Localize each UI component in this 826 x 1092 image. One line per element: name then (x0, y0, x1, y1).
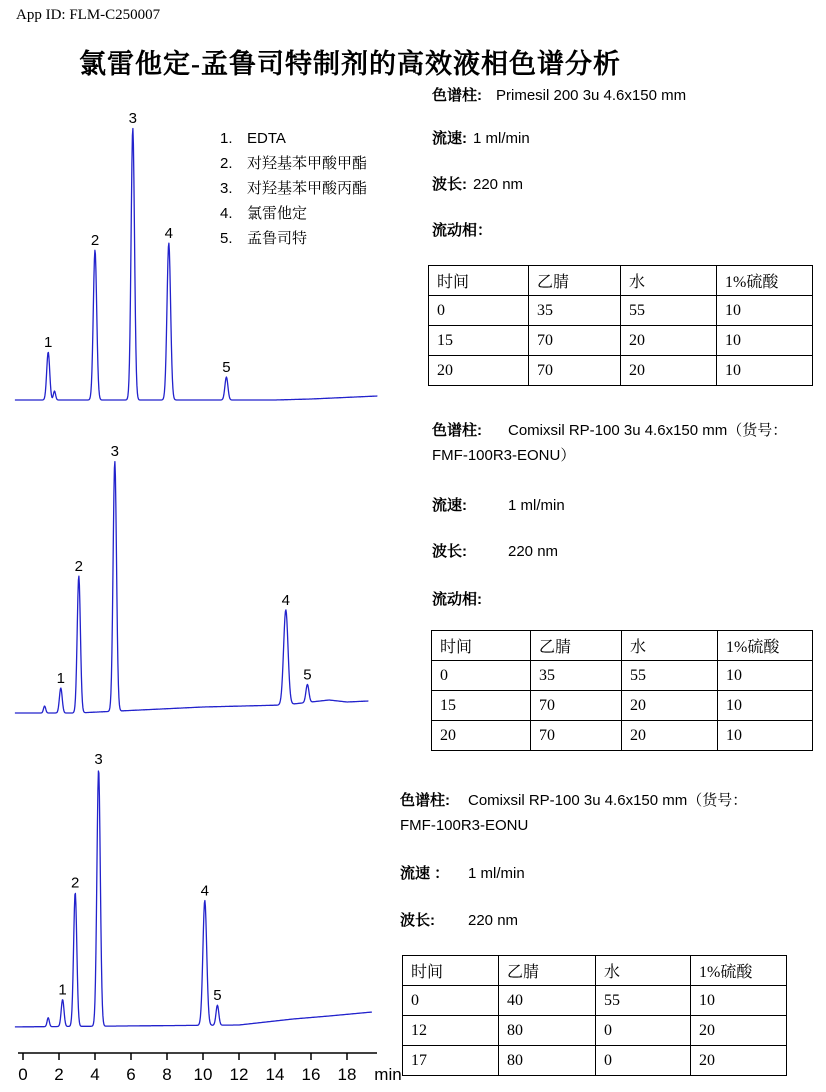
column-spec-line (400, 791, 748, 810)
table-cell: 80 (499, 1016, 596, 1046)
wavelength-value: 220 nm (468, 912, 519, 929)
wavelength-line (400, 911, 519, 930)
peak-label: 3 (110, 443, 119, 461)
wavelength-value: 220 nm (473, 176, 524, 193)
column-value: Primesil 200 3u 4.6x150 mm (496, 87, 687, 104)
table-header-cell: 乙腈 (499, 956, 596, 986)
table-cell: 20 (432, 721, 531, 751)
column-value-2: FMF-100R3-EONU） (432, 447, 576, 464)
table-cell: 10 (717, 326, 813, 356)
gradient-table-2 (431, 630, 813, 751)
table-cell: 10 (718, 691, 813, 721)
table-header-cell: 水 (596, 956, 691, 986)
table-header-row (429, 266, 813, 296)
table-cell: 0 (596, 1016, 691, 1046)
wavelength-line (432, 175, 523, 194)
table-cell: 80 (499, 1046, 596, 1076)
table-cell: 55 (622, 661, 718, 691)
peak-label: 4 (164, 225, 173, 242)
peak-label: 1 (58, 981, 67, 999)
table-header-cell: 乙腈 (529, 266, 621, 296)
table-row (432, 691, 813, 721)
legend-number: 5. (220, 230, 233, 247)
peak-label: 2 (71, 874, 80, 892)
table-row (403, 986, 787, 1016)
column-value-2: FMF-100R3-EONU (400, 817, 529, 834)
table-cell: 17 (403, 1046, 499, 1076)
table-header-cell: 乙腈 (531, 631, 622, 661)
flow-rate-line (400, 864, 525, 883)
wavelength-label: 波长: (432, 543, 467, 560)
table-header-cell: 水 (622, 631, 718, 661)
page-title: 氯雷他定-孟鲁司特制剂的高效液相色谱分析 (79, 49, 621, 79)
chromatogram-1 (0, 95, 400, 407)
axis-tick-label: 8 (162, 1065, 172, 1084)
axis-tick-label: 2 (54, 1065, 64, 1084)
table-row (403, 1046, 787, 1076)
peak-label: 4 (281, 591, 290, 609)
legend-label: 对羟基苯甲酸丙酯 (247, 180, 368, 197)
table-cell: 55 (621, 296, 717, 326)
axis-tick-label: 12 (229, 1065, 249, 1084)
column-value: Comixsil RP-100 3u 4.6x150 mm（货号： (508, 422, 788, 439)
chromatogram-2 (0, 430, 400, 720)
table-header-row (432, 631, 813, 661)
peak-label: 4 (200, 882, 209, 900)
legend-number: 3. (220, 180, 233, 197)
table-cell: 20 (621, 326, 717, 356)
legend-label: 孟鲁司特 (247, 230, 308, 247)
table-header-cell: 时间 (403, 956, 499, 986)
legend-label: EDTA (247, 130, 286, 147)
peak-label: 2 (74, 557, 83, 575)
table-cell: 20 (622, 691, 718, 721)
wavelength-label: 波长: (400, 912, 435, 929)
peak-label: 5 (303, 666, 312, 684)
axis-tick-label: 4 (90, 1065, 100, 1084)
axis-tick-label: 10 (193, 1065, 213, 1084)
table-cell: 55 (596, 986, 691, 1016)
axis-tick-label: 18 (337, 1065, 357, 1084)
column-spec-line2 (432, 446, 575, 465)
chromatogram-trace (15, 129, 378, 401)
app-id: App ID: FLM-C250007 (16, 7, 161, 23)
axis-tick-label: 16 (301, 1065, 321, 1084)
table-cell: 0 (429, 296, 529, 326)
table-header-cell: 时间 (432, 631, 531, 661)
table-header-cell: 时间 (429, 266, 529, 296)
table-row (429, 356, 813, 386)
table-cell: 20 (621, 356, 717, 386)
axis-tick-label: 6 (126, 1065, 136, 1084)
column-label: 色谱柱: (432, 422, 482, 439)
table-cell: 70 (529, 356, 621, 386)
legend-number: 4. (220, 205, 233, 222)
flow-label: 流速: (432, 130, 467, 147)
table-cell: 10 (717, 356, 813, 386)
peak-label: 3 (94, 751, 103, 769)
table-header-cell: 1%硫酸 (718, 631, 813, 661)
chromatogram-3 (0, 745, 400, 1035)
table-header-cell: 1%硫酸 (691, 956, 787, 986)
table-row (432, 661, 813, 691)
mobile-phase-line (432, 590, 482, 609)
peak-label: 3 (128, 110, 137, 127)
gradient-table-3 (402, 955, 787, 1076)
table-cell: 35 (529, 296, 621, 326)
mobile-phase-label: 流动相: (432, 591, 482, 608)
flow-value: 1 ml/min (508, 497, 565, 514)
table-cell: 20 (429, 356, 529, 386)
axis-tick-label: 0 (18, 1065, 28, 1084)
axis-unit-label: min (374, 1065, 402, 1084)
flow-label: 流速: (432, 497, 467, 514)
peak-label: 1 (44, 334, 53, 351)
table-header-row (403, 956, 787, 986)
flow-value: 1 ml/min (468, 865, 525, 882)
legend-number: 1. (220, 130, 233, 147)
table-cell: 10 (718, 661, 813, 691)
table-cell: 35 (531, 661, 622, 691)
table-cell: 15 (429, 326, 529, 356)
column-spec-line2 (400, 816, 528, 835)
column-spec-line (432, 421, 788, 440)
peak-label: 5 (222, 359, 231, 376)
table-cell: 40 (499, 986, 596, 1016)
gradient-table-1 (428, 265, 813, 386)
table-cell: 10 (718, 721, 813, 751)
table-row (429, 326, 813, 356)
flow-rate-line (432, 129, 530, 148)
table-row (429, 296, 813, 326)
table-cell: 70 (531, 721, 622, 751)
wavelength-value: 220 nm (508, 543, 559, 560)
wavelength-label: 波长: (432, 176, 467, 193)
table-cell: 0 (596, 1046, 691, 1076)
legend-label: 氯雷他定 (247, 205, 308, 222)
column-label: 色谱柱: (400, 792, 450, 809)
chromatogram-trace (15, 771, 372, 1027)
time-axis (0, 1045, 420, 1092)
table-cell: 20 (622, 721, 718, 751)
flow-label: 流速 ： (400, 865, 450, 882)
legend-label: 对羟基苯甲酸甲酯 (247, 155, 368, 172)
legend-number: 2. (220, 155, 233, 172)
table-cell: 15 (432, 691, 531, 721)
table-cell: 0 (432, 661, 531, 691)
table-cell: 10 (691, 986, 787, 1016)
table-cell: 12 (403, 1016, 499, 1046)
table-row (432, 721, 813, 751)
table-cell: 70 (531, 691, 622, 721)
table-header-cell: 1%硫酸 (717, 266, 813, 296)
peak-label: 2 (90, 232, 100, 249)
chromatogram-trace (15, 462, 369, 713)
flow-rate-line (432, 496, 565, 515)
table-cell: 20 (691, 1016, 787, 1046)
mobile-phase-label: 流动相： (432, 222, 493, 239)
column-label: 色谱柱: (432, 87, 482, 104)
wavelength-line (432, 542, 559, 561)
column-spec-line (432, 86, 686, 105)
peak-label: 1 (56, 670, 65, 687)
table-cell: 20 (691, 1046, 787, 1076)
axis-tick-label: 14 (265, 1065, 285, 1084)
table-cell: 0 (403, 986, 499, 1016)
peak-label: 5 (213, 987, 222, 1005)
table-header-cell: 水 (621, 266, 717, 296)
mobile-phase-line (432, 221, 492, 240)
table-row (403, 1016, 787, 1046)
table-cell: 10 (717, 296, 813, 326)
column-value: Comixsil RP-100 3u 4.6x150 mm（货号： (468, 792, 748, 809)
table-cell: 70 (529, 326, 621, 356)
flow-value: 1 ml/min (473, 130, 530, 147)
